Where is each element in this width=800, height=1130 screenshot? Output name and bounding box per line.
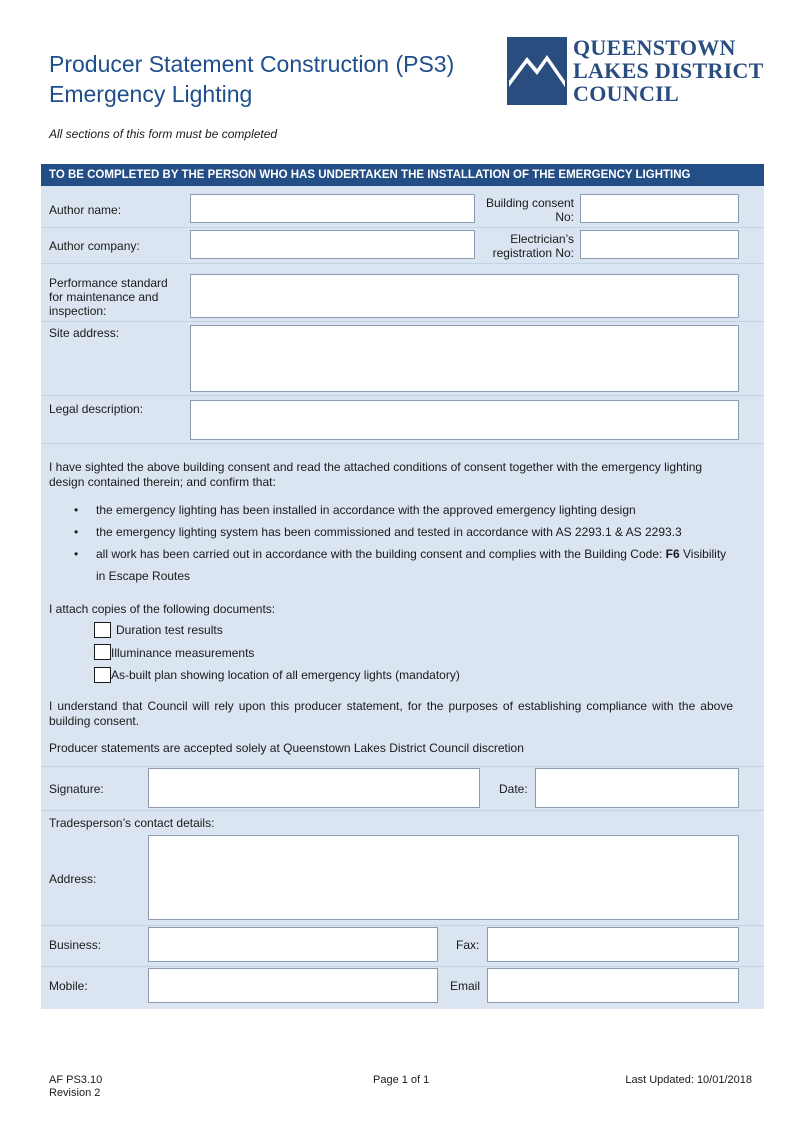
- bullet-text: [96, 543, 746, 565]
- electrician-registration-label: [480, 232, 574, 260]
- contact-details-heading: Tradesperson’s contact details:: [49, 816, 215, 830]
- bullet-text: the emergency lighting system has been commissioned and tested in accordance with AS 2293.1 & AS 2293.3: [96, 525, 682, 539]
- footer-page-number: Page 1 of 1: [373, 1074, 430, 1086]
- as-built-plan-label: As-built plan showing location of all emergency lights (mandatory): [111, 668, 460, 682]
- revision: Revision 2: [49, 1087, 101, 1099]
- council-logo: [507, 35, 764, 106]
- date-field[interactable]: [535, 768, 739, 808]
- footer-last-updated: Last Updated: 10/01/2018: [625, 1074, 752, 1086]
- performance-standard-label: [49, 276, 168, 318]
- section-banner: TO BE COMPLETED BY THE PERSON WHO HAS UNDERTAKEN THE INSTALLATION OF THE EMERGENCY LIGHTING: [41, 164, 764, 186]
- legal-description-field[interactable]: [190, 400, 739, 440]
- author-name-label: Author name:: [49, 203, 122, 217]
- performance-label-line-3: inspection:: [49, 304, 107, 318]
- row-divider: [41, 766, 764, 767]
- email-label: Email: [450, 979, 481, 993]
- bullet-text: in Escape Routes: [96, 569, 191, 583]
- mobile-field[interactable]: [148, 968, 438, 1003]
- email-field[interactable]: [487, 968, 739, 1003]
- illuminance-checkbox[interactable]: [94, 644, 111, 660]
- bullet-marker: •: [74, 503, 79, 517]
- address-field[interactable]: [148, 835, 739, 920]
- performance-label-line-2: for maintenance and: [49, 290, 159, 304]
- business-phone-field[interactable]: [148, 927, 438, 962]
- author-company-field[interactable]: [190, 230, 475, 259]
- row-divider: [41, 263, 764, 264]
- building-code-clause: F6: [665, 547, 680, 561]
- duration-test-label: Duration test results: [116, 623, 223, 637]
- row-divider: [41, 925, 764, 926]
- building-consent-field[interactable]: [580, 194, 739, 223]
- electrician-label-line-1: Electrician’s: [510, 232, 574, 246]
- electrician-label-line-2: registration No:: [492, 246, 574, 260]
- date-label: Date:: [499, 782, 528, 796]
- row-divider: [41, 810, 764, 811]
- legal-description-label: Legal description:: [49, 402, 144, 416]
- electrician-registration-field[interactable]: [580, 230, 739, 259]
- author-company-label: Author company:: [49, 239, 140, 253]
- page-title: [49, 49, 454, 109]
- fax-label: Fax:: [456, 938, 480, 952]
- title-line-2: Emergency Lighting: [49, 81, 253, 107]
- reliance-statement: [49, 699, 733, 729]
- declaration-intro: [49, 460, 749, 490]
- building-consent-label-line-2: No:: [555, 210, 574, 224]
- form-instruction: All sections of this form must be completed: [49, 127, 278, 141]
- address-label: Address:: [49, 872, 97, 886]
- bullet-text-pre: all work has been carried out in accordance with the building consent and complies with the Building Code:: [96, 547, 666, 561]
- footer-form-code: [49, 1074, 102, 1100]
- illuminance-label: Illuminance measurements: [111, 646, 255, 660]
- logo-line-1: QUEENSTOWN: [573, 35, 736, 60]
- bullet-text: the emergency lighting has been installed in accordance with the approved emergency lighting design: [96, 503, 636, 517]
- bullet-marker: •: [74, 547, 79, 561]
- business-label: Business:: [49, 938, 102, 952]
- site-address-field[interactable]: [190, 325, 739, 392]
- row-divider: [41, 443, 764, 444]
- mobile-label: Mobile:: [49, 979, 88, 993]
- bullet-text-post: Visibility: [679, 547, 727, 561]
- building-consent-label-line-1: Building consent: [485, 196, 574, 210]
- logo-line-2: LAKES DISTRICT: [573, 58, 764, 83]
- signature-field[interactable]: [148, 768, 480, 808]
- as-built-plan-checkbox[interactable]: [94, 667, 111, 683]
- declaration-intro-line-2: design contained therein; and confirm that:: [49, 475, 276, 489]
- mountain-logo-icon: [507, 37, 567, 105]
- declaration-intro-line-1: I have sighted the above building consent and read the attached conditions of consent together with the emergency lighting: [49, 460, 703, 474]
- duration-test-checkbox[interactable]: [94, 622, 111, 638]
- fax-field[interactable]: [487, 927, 739, 962]
- row-divider: [41, 321, 764, 322]
- reliance-line-1: I understand that Council will rely upon this producer statement, for the purposes of establishing compliance with the above: [49, 699, 733, 713]
- building-consent-label: [480, 196, 574, 224]
- site-address-label: Site address:: [49, 326, 120, 340]
- author-name-field[interactable]: [190, 194, 475, 223]
- performance-standard-field[interactable]: [190, 274, 739, 318]
- row-divider: [41, 395, 764, 396]
- row-divider: [41, 966, 764, 967]
- attachments-intro: I attach copies of the following documents:: [49, 602, 276, 616]
- reliance-line-2: building consent.: [49, 714, 140, 728]
- logo-line-3: COUNCIL: [573, 81, 679, 106]
- signature-label: Signature:: [49, 782, 104, 796]
- performance-label-line-1: Performance standard: [49, 276, 168, 290]
- row-divider: [41, 227, 764, 228]
- bullet-marker: •: [74, 525, 79, 539]
- form-code: AF PS3.10: [49, 1074, 103, 1086]
- discretion-statement: Producer statements are accepted solely at Queenstown Lakes District Council discretion: [49, 741, 524, 755]
- title-line-1: Producer Statement Construction (PS3): [49, 51, 455, 77]
